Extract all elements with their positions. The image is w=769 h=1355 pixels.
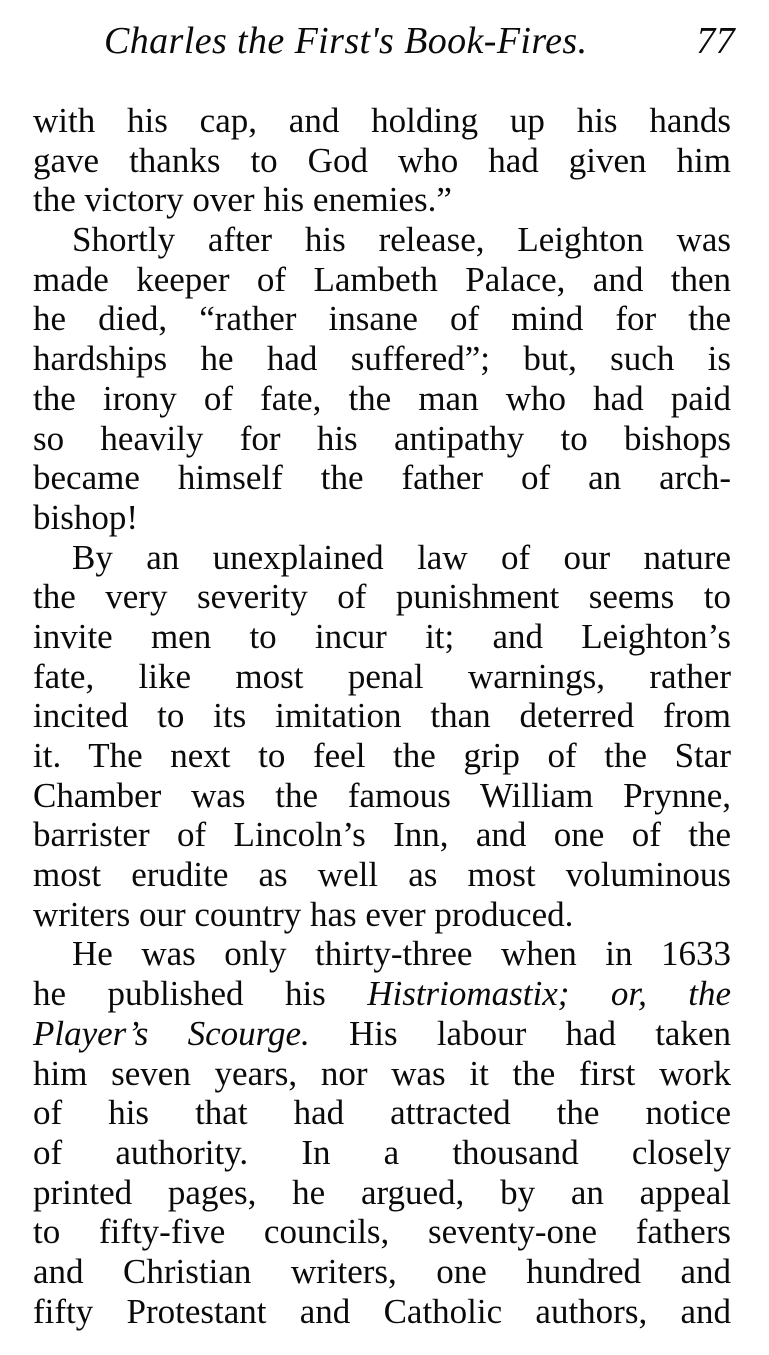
text-line: bishop! — [33, 497, 138, 537]
text-line: He was only thirty-three when in 1633 — [72, 934, 731, 974]
page-number: 77 — [696, 20, 735, 62]
text-fragment: he published his — [33, 974, 326, 1014]
text-line: Chamber was the famous William Prynne, — [33, 775, 731, 815]
text-line: fifty Protestant and Catholic authors, and — [33, 1291, 731, 1331]
running-head — [0, 14, 735, 68]
text-line: writers our country has ever produced. — [33, 894, 574, 934]
text-line: By an unexplained law of our nature — [72, 537, 731, 577]
text-line: the victory over his enemies.” — [33, 180, 452, 220]
text-line: and Christian writers, one hundred and — [33, 1251, 731, 1291]
text-fragment: His labour had taken — [348, 1013, 732, 1053]
text-line: with his cap, and holding up his hands — [33, 101, 731, 140]
text-line: the irony of fate, the man who had paid — [33, 378, 731, 418]
text-line: fate, like most penal warnings, rather — [33, 656, 731, 696]
text-line: became himself the father of an arch- — [33, 458, 731, 498]
text-line: so heavily for his antipathy to bishops — [33, 418, 731, 458]
running-title: Charles the First's Book-Fires. — [104, 20, 588, 62]
body-text — [33, 101, 731, 1331]
text-line: to fifty-five councils, seventy-one fathers — [33, 1212, 731, 1252]
text-line: he died, “rather insane of mind for the — [33, 299, 731, 339]
text-line: most erudite as well as most voluminous — [33, 855, 731, 895]
text-line: of authority. In a thousand closely — [33, 1132, 731, 1172]
text-line: it. The next to feel the grip of the Star — [33, 736, 731, 775]
text-line: the very severity of punishment seems to — [33, 577, 731, 617]
book-title-italic: Player’s Scourge. — [33, 1013, 310, 1053]
text-line — [33, 974, 731, 1014]
text-line: gave thanks to God who had given him — [33, 140, 731, 180]
text-line — [33, 1014, 731, 1054]
text-line: hardships he had suffered”; but, such is — [33, 339, 731, 379]
text-line: of his that had attracted the notice — [33, 1093, 731, 1133]
text-line: barrister of Lincoln’s Inn, and one of the — [33, 815, 731, 855]
text-line: him seven years, nor was it the first work — [33, 1053, 731, 1093]
text-line: made keeper of Lambeth Palace, and then — [33, 259, 731, 299]
book-title-italic: Histriomastix; or, the — [367, 974, 731, 1014]
text-line: incited to its imitation than deterred from — [33, 696, 731, 736]
text-line: invite men to incur it; and Leighton’s — [33, 616, 731, 656]
text-line: Shortly after his release, Leighton was — [72, 220, 731, 260]
text-line: printed pages, he argued, by an appeal — [33, 1172, 731, 1212]
